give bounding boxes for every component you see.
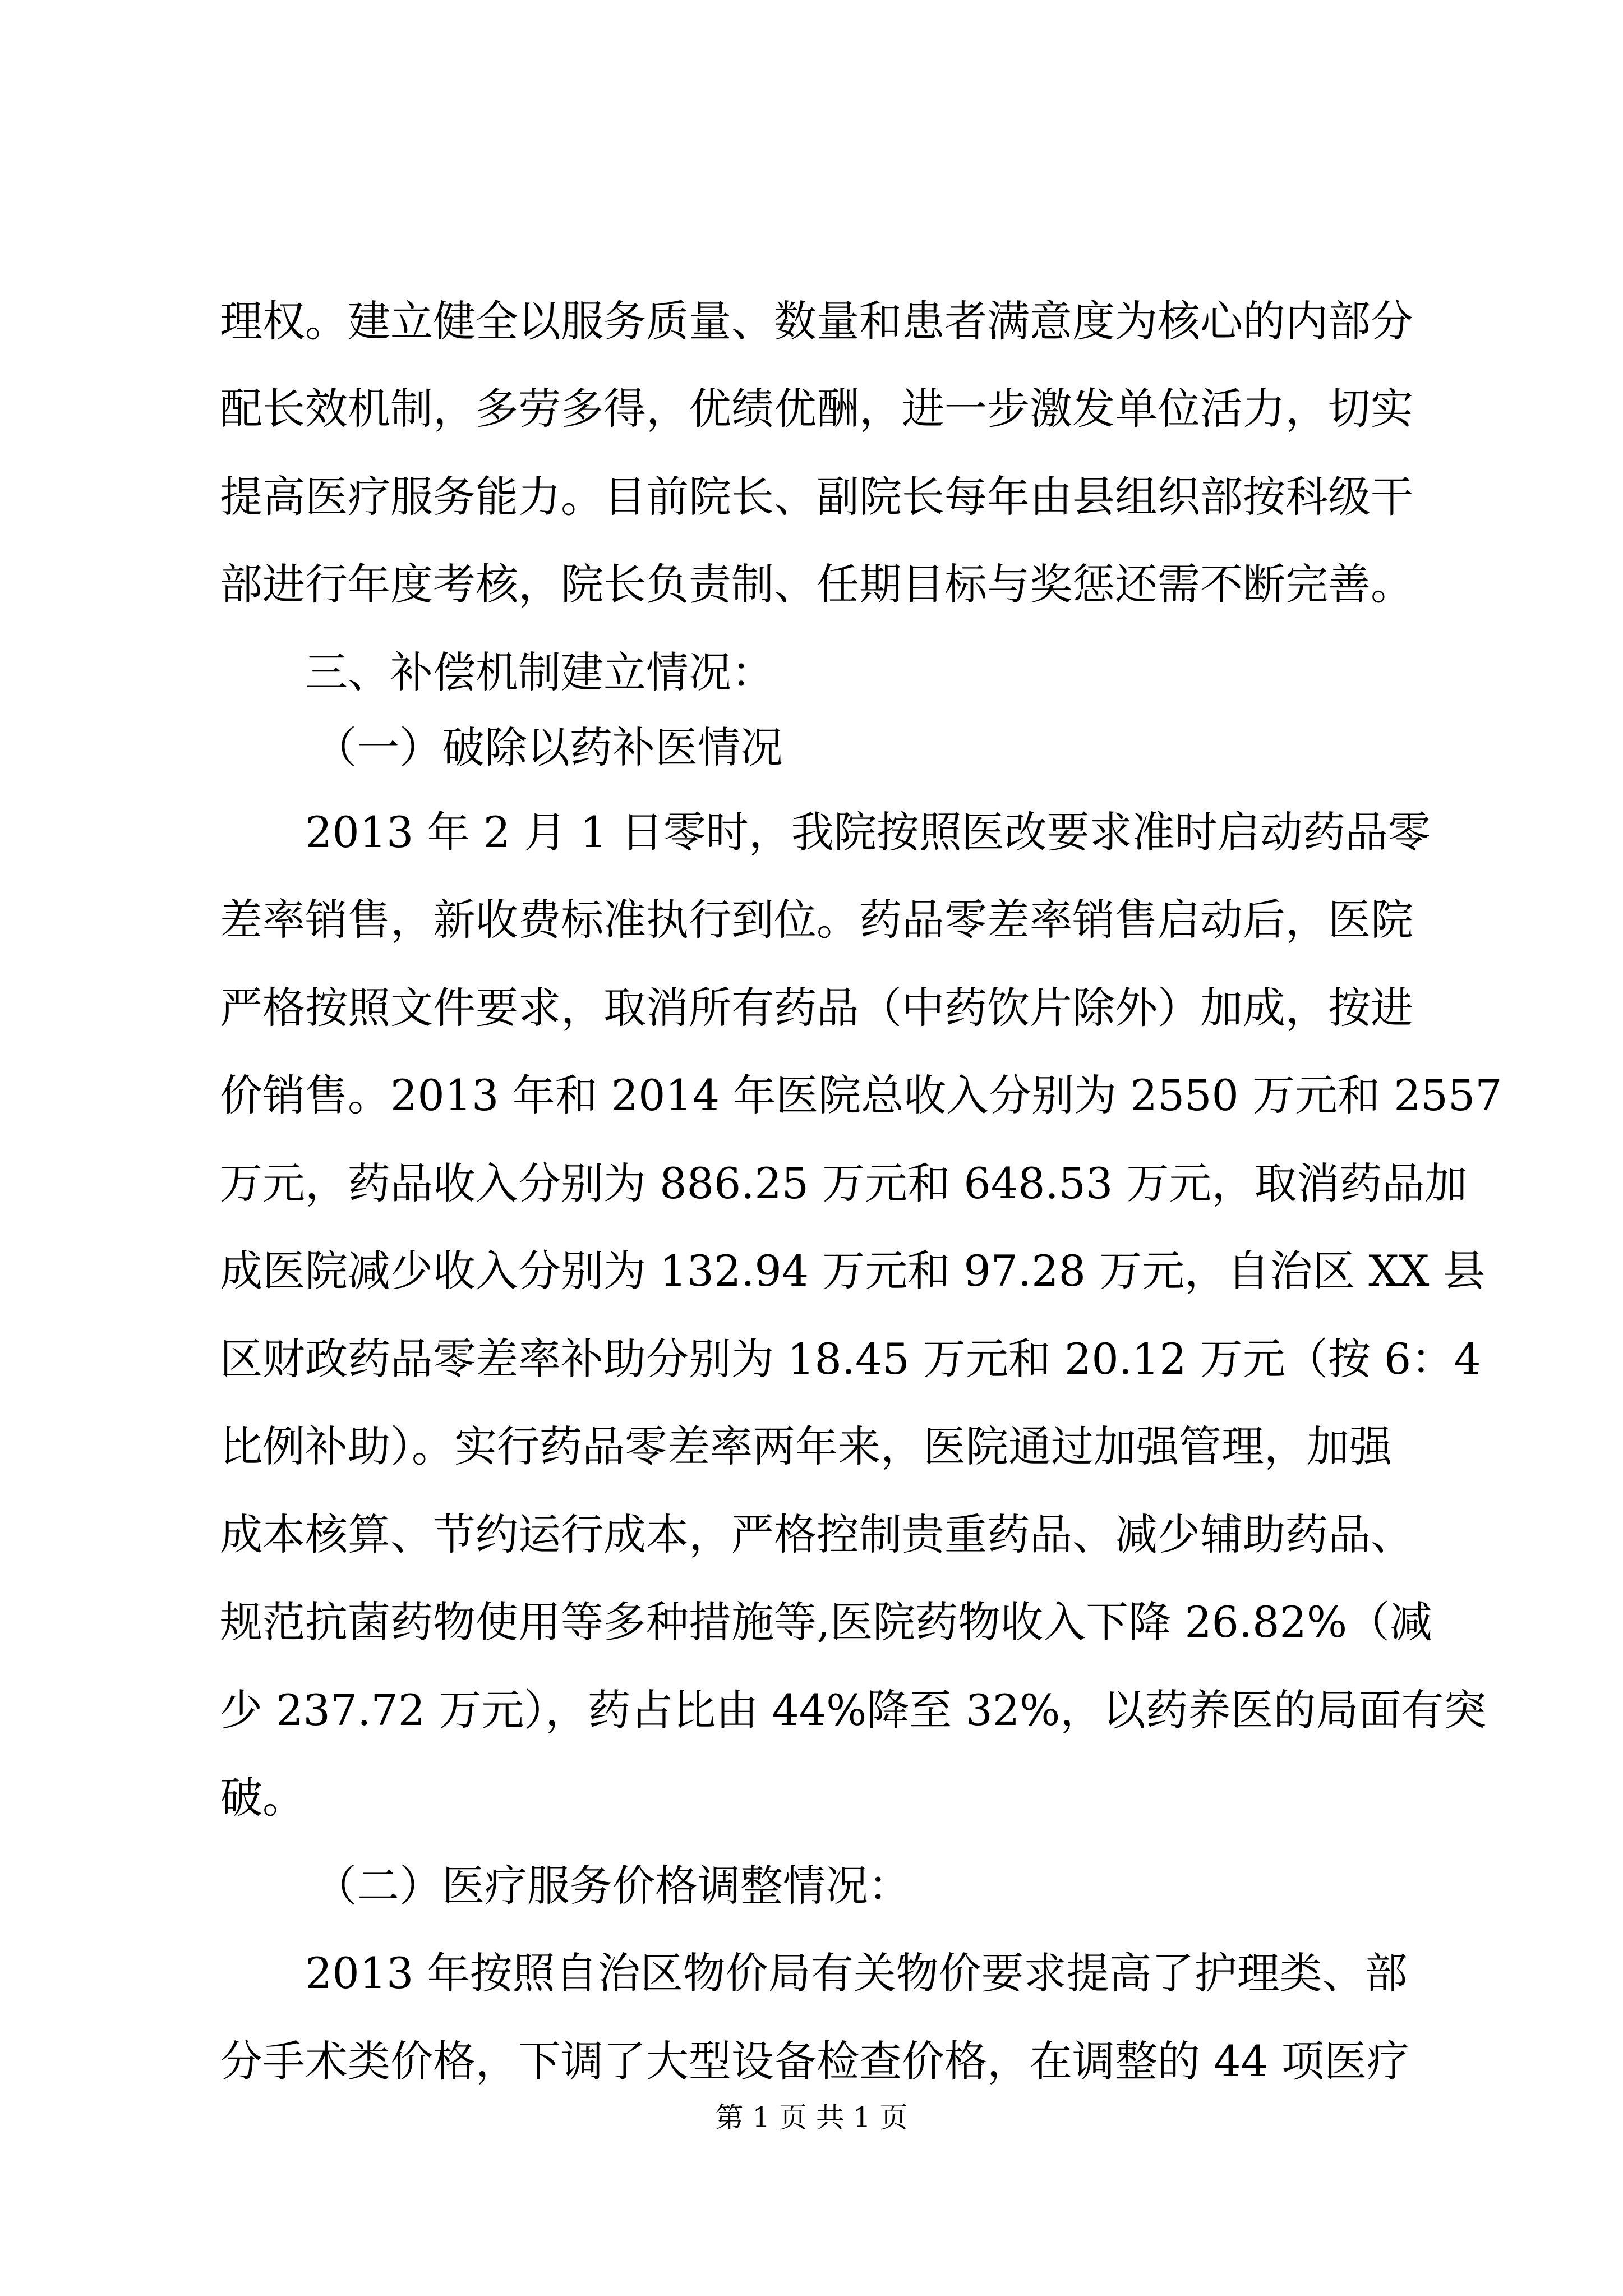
paragraph-line: 差率销售，新收费标准执行到位。药品零差率销售启动后，医院 <box>220 895 1413 945</box>
paragraph-line: 成医院减少收入分别为 132.94 万元和 97.28 万元，自治区 XX 县 <box>220 1246 1486 1296</box>
paragraph-line: 规范抗菌药物使用等多种措施等,医院药物收入下降 26.82%（减 <box>220 1597 1433 1647</box>
paragraph-line: 区财政药品零差率补助分别为 18.45 万元和 20.12 万元（按 6：4 <box>220 1334 1481 1384</box>
paragraph-line: 少 237.72 万元），药占比由 44%降至 32%，以药养医的局面有突 <box>220 1685 1487 1735</box>
paragraph-line: 价销售。2013 年和 2014 年医院总收入分别为 2550 万元和 2557 <box>220 1070 1502 1120</box>
subsection-heading: （一）破除以药补医情况 <box>314 723 783 772</box>
paragraph-line: 部进行年度考核，院长负责制、任期目标与奖惩还需不断完善。 <box>220 559 1413 609</box>
paragraph-line: 比例补助）。实行药品零差率两年来，医院通过加强管理，加强 <box>220 1421 1392 1471</box>
paragraph-line: 严格按照文件要求，取消所有药品（中药饮片除外）加成，按进 <box>220 983 1413 1033</box>
paragraph-line: 2013 年 2 月 1 日零时，我院按照医改要求准时启动药品零 <box>305 807 1431 857</box>
paragraph-line: 2013 年按照自治区物价局有关物价要求提高了护理类、部 <box>305 1948 1408 1998</box>
paragraph-line: 万元，药品收入分别为 886.25 万元和 648.53 万元，取消药品加 <box>220 1158 1468 1208</box>
paragraph-line: 配长效机制，多劳多得，优绩优酬，进一步激发单位活力，切实 <box>220 384 1413 434</box>
section-heading: 三、补偿机制建立情况： <box>305 647 774 697</box>
page-number-footer: 第 1 页 共 1 页 <box>715 2101 908 2134</box>
paragraph-line: 破。 <box>220 1773 305 1823</box>
paragraph-line: 分手术类价格，下调了大型设备检查价格，在调整的 44 项医疗 <box>220 2036 1410 2086</box>
paragraph-line: 成本核算、节约运行成本，严格控制贵重药品、减少辅助药品、 <box>220 1510 1413 1559</box>
subsection-heading: （二）医疗服务价格调整情况： <box>314 1861 911 1911</box>
paragraph-line: 理权。建立健全以服务质量、数量和患者满意度为核心的内部分 <box>220 296 1413 346</box>
paragraph-line: 提高医疗服务能力。目前院长、副院长每年由县组织部按科级干 <box>220 472 1413 522</box>
